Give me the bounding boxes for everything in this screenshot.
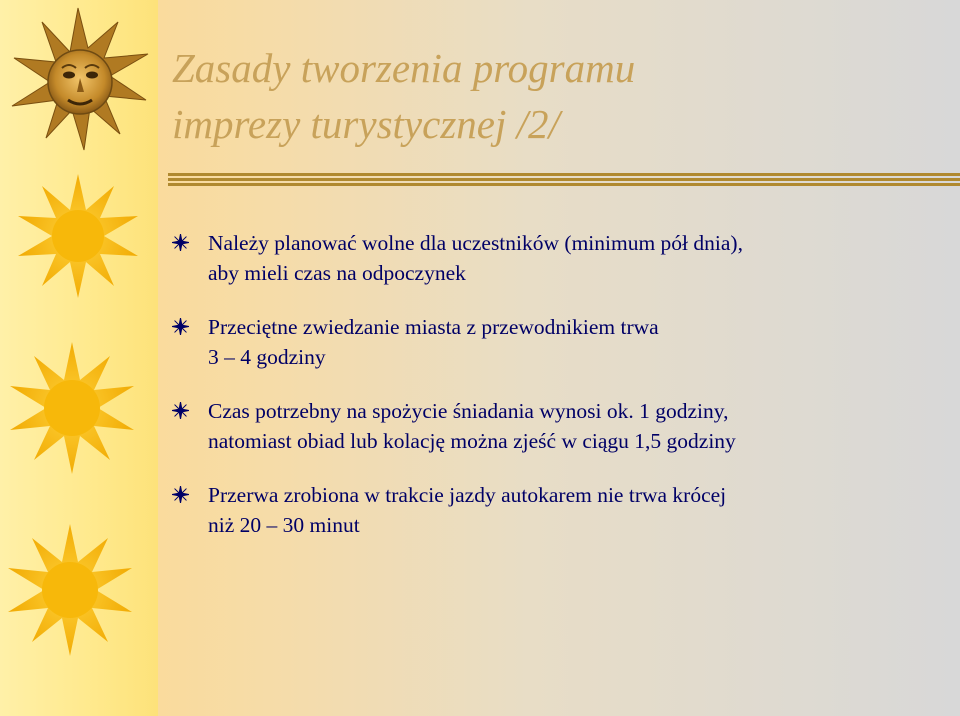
bullet-item: [172, 480, 932, 540]
bullet-text: [208, 396, 932, 456]
bullet-list: [172, 228, 932, 564]
bullet-line: aby mieli czas na odpoczynek: [208, 261, 466, 285]
bullet-text: [208, 312, 932, 372]
slide-title-line-1: Zasady tworzenia programu: [172, 45, 636, 91]
sun-face-icon: [12, 8, 148, 150]
bullet-line: Przeciętne zwiedzanie miasta z przewodnikiem trwa: [208, 315, 659, 339]
sun-icon: [18, 174, 138, 298]
slide-title: [172, 40, 872, 152]
bullet-line: Przerwa zrobiona w trakcie jazdy autokarem nie trwa krócej: [208, 483, 727, 507]
title-divider: [168, 172, 960, 188]
bullet-line: Należy planować wolne dla uczestników (minimum pół dnia),: [208, 231, 743, 255]
sun-icon: [10, 342, 134, 474]
sparkle-star-icon: [172, 486, 189, 503]
bullet-text: [208, 228, 932, 288]
slide-title-line-2: imprezy turystycznej /2/: [172, 101, 560, 147]
sun-decoration-column: [0, 0, 160, 716]
bullet-line: Czas potrzebny na spożycie śniadania wynosi ok. 1 godziny,: [208, 399, 729, 423]
bullet-line: natomiast obiad lub kolację można zjeść w ciągu 1,5 godziny: [208, 429, 736, 453]
bullet-line: 3 – 4 godziny: [208, 345, 326, 369]
sparkle-star-icon: [172, 318, 189, 335]
bullet-item: [172, 228, 932, 288]
bullet-item: [172, 396, 932, 456]
sun-icon: [8, 524, 132, 656]
bullet-text: [208, 480, 932, 540]
bullet-line: niż 20 – 30 minut: [208, 513, 360, 537]
bullet-item: [172, 312, 932, 372]
sparkle-star-icon: [172, 402, 189, 419]
sparkle-star-icon: [172, 234, 189, 251]
